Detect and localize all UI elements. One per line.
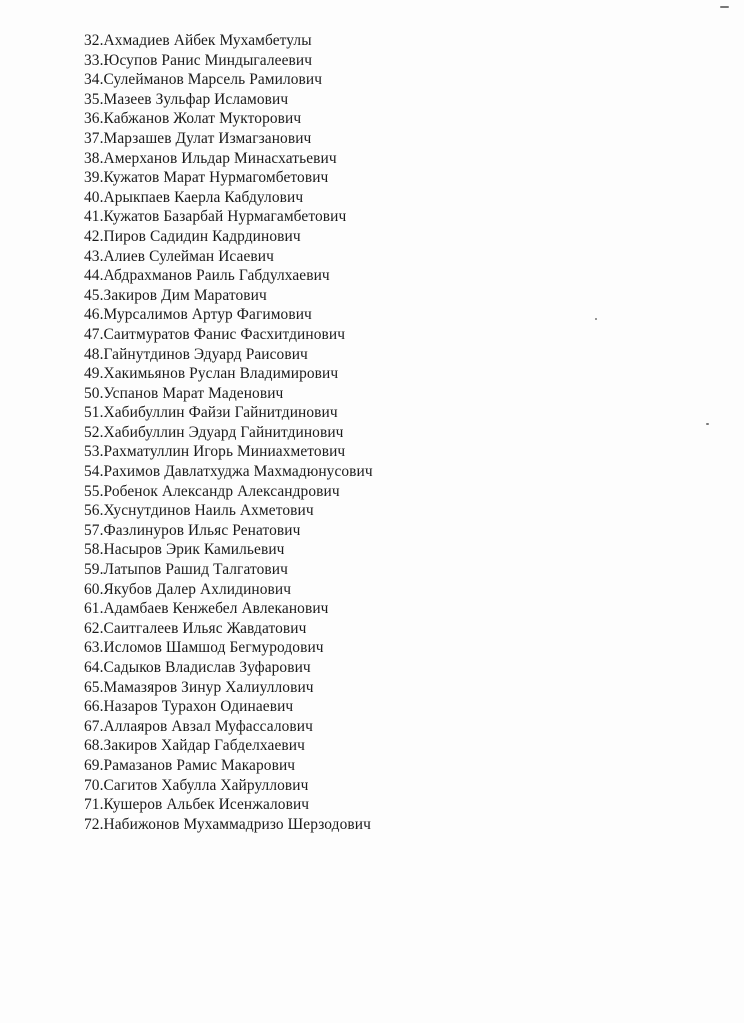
- list-item: 50.Успанов Марат Маденович: [84, 384, 284, 402]
- list-item: 35.Мазеев Зульфар Исламович: [84, 90, 289, 108]
- list-item: 34.Сулейманов Марсель Рамилович: [84, 71, 323, 89]
- list-item: 67.Аллаяров Авзал Муфассалович: [84, 717, 313, 735]
- list-item: 45.Закиров Дим Маратович: [84, 286, 267, 304]
- list-item: 57.Фазлинуров Ильяс Ренатович: [84, 521, 301, 539]
- list-item: 55.Робенок Александр Александрович: [84, 482, 340, 500]
- scan-speck: [720, 6, 729, 8]
- list-item: 69.Рамазанов Рамис Макарович: [84, 756, 296, 774]
- list-item: 48.Гайнутдинов Эдуард Раисович: [84, 345, 308, 363]
- list-item: 72.Набижонов Мухаммадризо Шерзодович: [84, 815, 371, 833]
- list-item: 63.Исломов Шамшод Бегмуродович: [84, 639, 324, 657]
- list-item: 65.Мамазяров Зинур Халиуллович: [84, 678, 314, 696]
- list-item: 71.Кушеров Альбек Исенжалович: [84, 796, 310, 814]
- list-item: 32.Ахмадиев Айбек Мухамбетулы: [84, 32, 312, 49]
- list-item: 47.Саитмуратов Фанис Фасхитдинович: [84, 325, 346, 343]
- list-item: 58.Насыров Эрик Камильевич: [84, 541, 285, 559]
- list-item: 68.Закиров Хайдар Габделхаевич: [84, 737, 305, 755]
- list-item: 46.Мурсалимов Артур Фагимович: [84, 306, 312, 324]
- list-item: 36.Кабжанов Жолат Мукторович: [84, 110, 302, 128]
- list-item: 52.Хабибуллин Эдуард Гайнитдинович: [84, 423, 344, 441]
- list-item: 60.Якубов Далер Ахлидинович: [84, 580, 292, 598]
- list-item: 59.Латыпов Рашид Талгатович: [84, 561, 288, 579]
- scan-speck: [595, 318, 597, 320]
- list-item: 39.Кужатов Марат Нурмагомбетович: [84, 169, 329, 187]
- scan-speck: [706, 423, 709, 425]
- list-item: 54.Рахимов Давлатхуджа Махмадюнусович: [84, 463, 373, 481]
- list-item: 43.Алиев Сулейман Исаевич: [84, 247, 274, 265]
- list-item: 41.Кужатов Базарбай Нурмагамбетович: [84, 208, 347, 226]
- list-item: 44.Абдрахманов Раиль Габдулхаевич: [84, 267, 330, 285]
- list-item: 37.Марзашев Дулат Измагзанович: [84, 129, 312, 147]
- list-item: 33.Юсупов Ранис Миндыгалеевич: [84, 51, 313, 69]
- list-item: 53.Рахматуллин Игорь Миниахметович: [84, 443, 346, 461]
- list-item: 42.Пиров Садидин Кадрдинович: [84, 227, 301, 245]
- list-item: 70.Сагитов Хабулла Хайруллович: [84, 776, 309, 794]
- list-item: 66.Назаров Турахон Одинаевич: [84, 698, 294, 716]
- list-item: 56.Хуснутдинов Наиль Ахметович: [84, 502, 314, 520]
- list-item: 38.Амерханов Ильдар Минасхатьевич: [84, 149, 337, 167]
- list-item: 61.Адамбаев Кенжебел Авлеканович: [84, 600, 329, 618]
- list-item: 64.Садыков Владислав Зуфарович: [84, 659, 311, 676]
- list-item: 40.Арыкпаев Каерла Кабдулович: [84, 188, 304, 206]
- name-list: [84, 31, 373, 834]
- list-item: 49.Хакимьянов Руслан Владимирович: [84, 365, 339, 383]
- list-item: 51.Хабибуллин Файзи Гайнитдинович: [84, 404, 338, 422]
- list-item: 62.Саитгалеев Ильяс Жавдатович: [84, 619, 307, 637]
